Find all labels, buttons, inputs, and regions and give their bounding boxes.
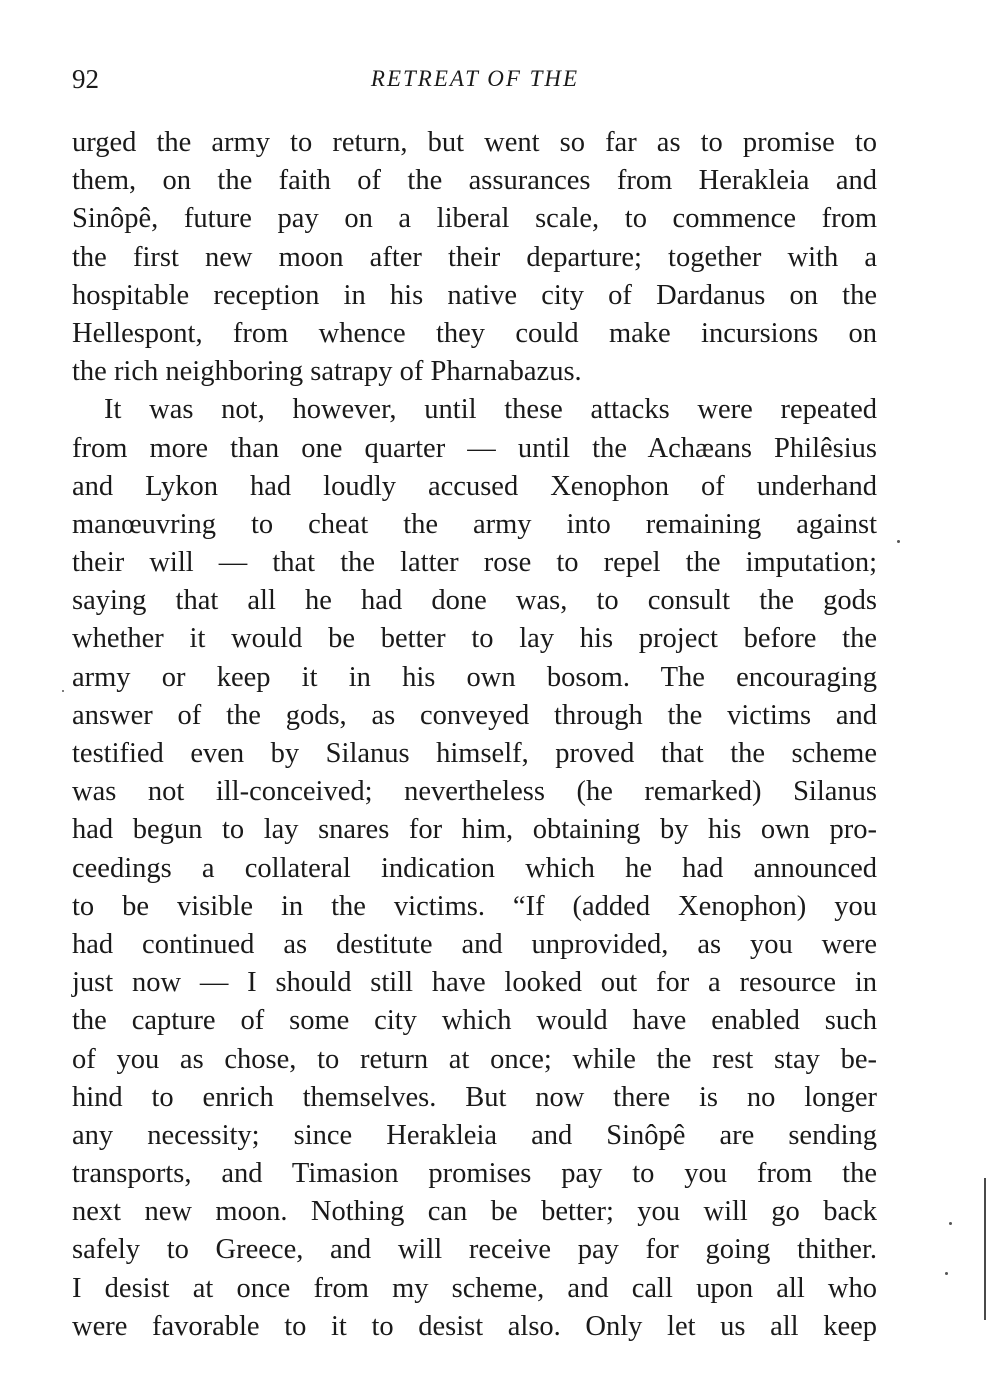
text-line: the capture of some city which would have enabled such [72, 1005, 877, 1037]
text-line: had begun to lay snares for him, obtaining by his own pro- [72, 814, 877, 846]
text-line: Sinôpê, future pay on a liberal scale, to commence from [72, 203, 877, 235]
text-line: testified even by Silanus himself, proved that the scheme [72, 738, 877, 769]
text-line: whether it would be better to lay his project before the [72, 623, 877, 655]
text-line: army or keep it in his own bosom. The encouraging [72, 661, 877, 693]
paragraph-2 [72, 391, 877, 1346]
scan-speck [897, 540, 900, 543]
scan-speck [949, 1222, 952, 1225]
text-block [72, 124, 877, 1346]
text-line: their will — that the latter rose to repel the imputation; [72, 547, 877, 579]
running-title: RETREAT OF THE [370, 66, 580, 91]
text-line: and Lykon had loudly accused Xenophon of underhand [72, 470, 877, 502]
text-line: hospitable reception in his native city of Dardanus on the [72, 279, 877, 311]
scan-margin-rule [984, 1178, 986, 1320]
text-line: manœuvring to cheat the army into remaining against [72, 508, 877, 540]
text-line: any necessity; since Herakleia and Sinôpê are sending [72, 1119, 877, 1151]
text-line: answer of the gods, as conveyed through the victims and [72, 699, 877, 731]
text-line: the first new moon after their departure; together with a [72, 241, 877, 273]
text-line: them, on the faith of the assurances from Herakleia and [72, 165, 877, 197]
text-line: hind to enrich themselves. But now there is no longer [72, 1081, 877, 1113]
text-line: the rich neighboring satrapy of Pharnabazus. [72, 356, 582, 388]
text-line: transports, and Timasion promises pay to you from the [72, 1158, 877, 1190]
text-line: ceedings a collateral indication which he had announced [72, 852, 877, 884]
text-line: were favorable to it to desist also. Only let us all keep [72, 1310, 877, 1342]
text-line: safely to Greece, and will receive pay for going thither. [72, 1234, 877, 1266]
text-line: from more than one quarter — until the Achæans Philêsius [72, 432, 877, 464]
text-line: had continued as destitute and unprovided, as you were [72, 928, 877, 960]
text-line: urged the army to return, but went so far as to promise to [72, 127, 877, 158]
text-line: was not ill-conceived; nevertheless (he remarked) Silanus [72, 776, 877, 808]
page-number: 92 [72, 64, 99, 94]
text-line: I desist at once from my scheme, and call upon all who [72, 1272, 877, 1304]
text-line: It was not, however, until these attacks were repeated [104, 394, 877, 426]
scan-speck [62, 690, 64, 692]
text-line: to be visible in the victims. “If (added Xenophon) you [72, 890, 877, 922]
paragraph-1 [72, 124, 877, 391]
text-line: next new moon. Nothing can be better; you will go back [72, 1196, 877, 1228]
text-line: of you as chose, to return at once; while the rest stay be- [72, 1043, 877, 1075]
text-line: Hellespont, from whence they could make incursions on [72, 317, 877, 349]
text-line: saying that all he had done was, to consult the gods [72, 585, 877, 617]
scan-speck [945, 1272, 948, 1275]
text-line: just now — I should still have looked out for a resource in [72, 967, 877, 999]
